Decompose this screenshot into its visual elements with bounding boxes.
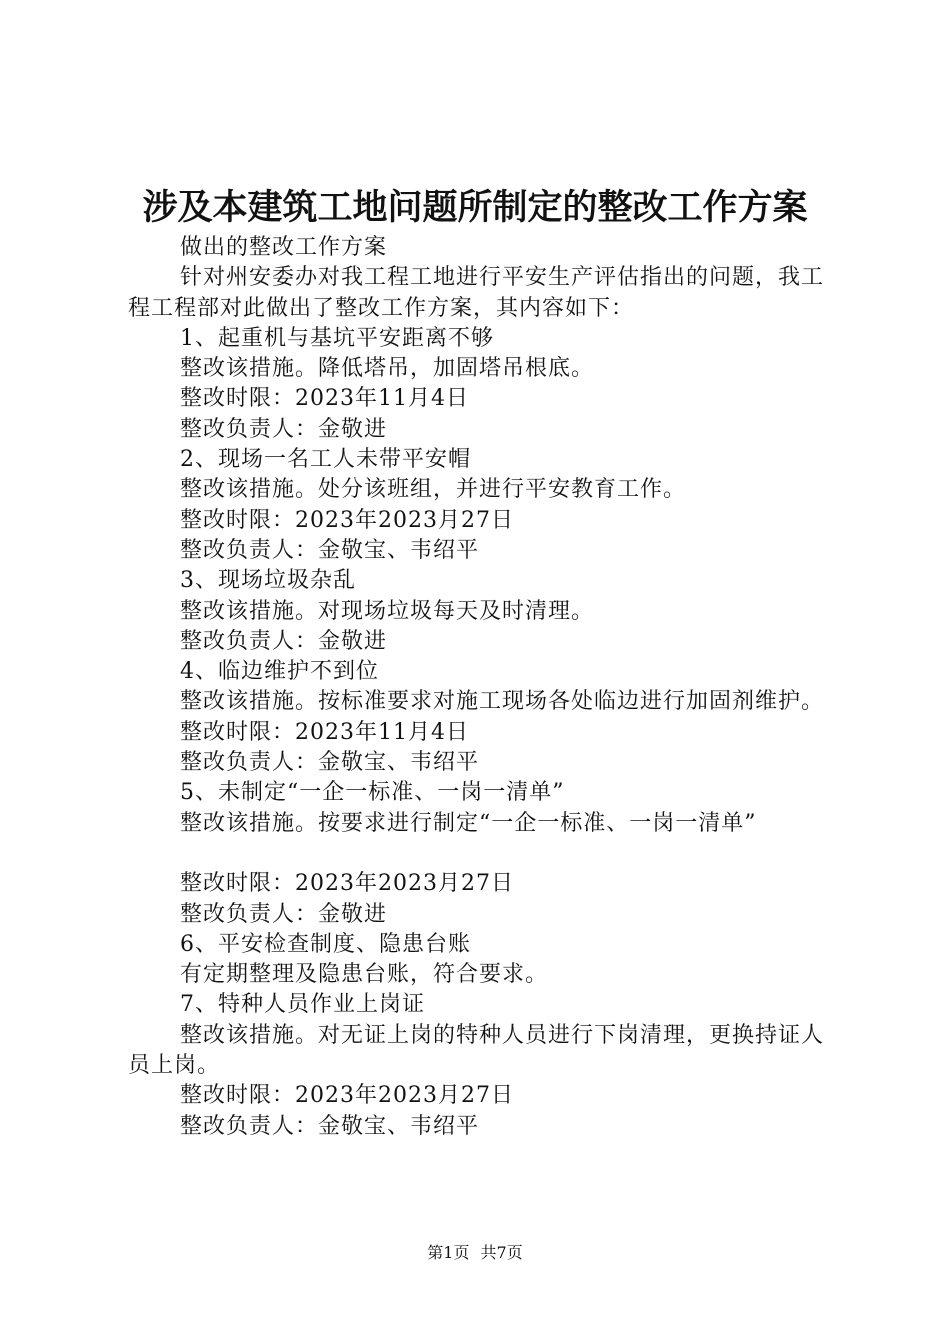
paragraph: 6、平安检查制度、隐患台账: [180, 931, 471, 957]
paragraph: 整改时限：2023年11月4日: [180, 386, 469, 412]
paragraph: 4、临边维护不到位: [180, 659, 379, 685]
paragraph: 整改该措施。按标准要求对施工现场各处临边进行加固剂维护。: [180, 689, 825, 715]
paragraph: 整改负责人：金敬宝、韦绍平: [180, 750, 480, 776]
document-title: 涉及本建筑工地问题所制定的整改工作方案: [142, 187, 808, 228]
page-number: 第1页: [427, 1243, 470, 1262]
paragraph: 针对州安委办对我工程工地进行平安生产评估指出的问题，我工程工程部对此做出了整改工作方案，其内容如下：: [128, 265, 825, 321]
blank-line: [128, 839, 836, 869]
paragraph: 5、未制定“一企一标准、一岗一清单”: [180, 780, 565, 806]
paragraph: 整改负责人：金敬宝、韦绍平: [180, 537, 480, 563]
paragraph: 3、现场垃圾杂乱: [180, 568, 356, 594]
paragraph: 整改时限：2023年11月4日: [180, 719, 469, 745]
paragraph: 整改该措施。按要求进行制定“一企一标准、一岗一清单”: [180, 810, 757, 836]
paragraph: 7、特种人员作业上岗证: [180, 992, 425, 1018]
paragraph: 2、现场一名工人未带平安帽: [180, 447, 471, 473]
paragraph: 1、起重机与基坑平安距离不够: [180, 325, 494, 351]
page-total: 共7页: [480, 1243, 523, 1262]
paragraph: 整改该措施。处分该班组，并进行平安教育工作。: [180, 477, 687, 503]
paragraph: 整改负责人：金敬进: [180, 416, 388, 442]
page-footer: [0, 1241, 950, 1265]
paragraph: 有定期整理及隐患台账，符合要求。: [180, 962, 549, 988]
paragraph: 整改负责人：金敬进: [180, 901, 388, 927]
paragraph: 做出的整改工作方案: [180, 235, 388, 260]
paragraph: 整改负责人：金敬进: [180, 628, 388, 654]
paragraph: 整改该措施。对现场垃圾每天及时清理。: [180, 598, 595, 624]
paragraph: 整改该措施。对无证上岗的特种人员进行下岗清理，更换持证人员上岗。: [128, 1022, 825, 1079]
paragraph: 整改负责人：金敬宝、韦绍平: [180, 1113, 480, 1139]
paragraph: 整改时限：2023年2023月27日: [180, 871, 514, 897]
paragraph: 整改时限：2023年2023月27日: [180, 1083, 514, 1109]
paragraph: 整改时限：2023年2023月27日: [180, 507, 514, 533]
paragraph: 整改该措施。降低塔吊，加固塔吊根底。: [180, 356, 595, 382]
document-body: [128, 233, 836, 1142]
